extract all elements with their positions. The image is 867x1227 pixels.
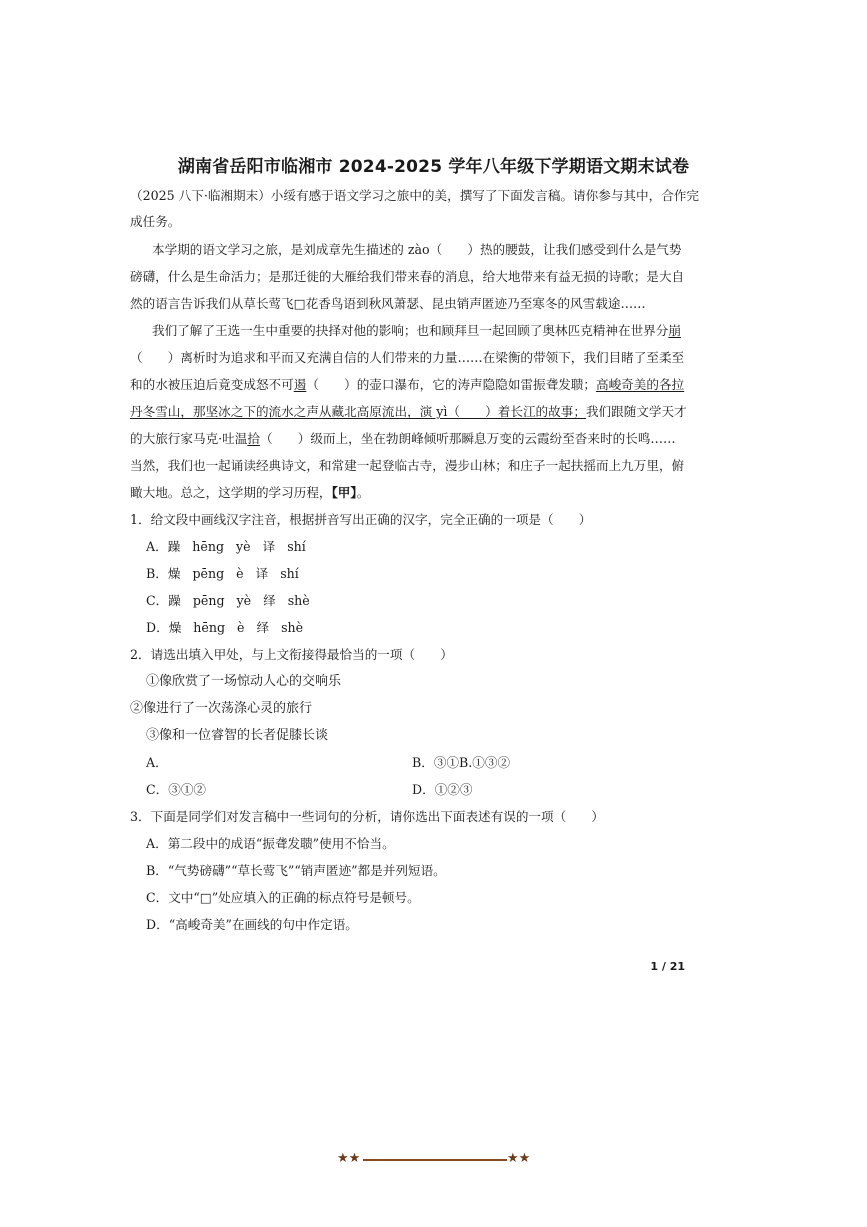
q2-option-d: D．①②③ [412, 782, 473, 797]
question-3-stem: 3．下面是同学们对发言稿中一些词句的分析，请你选出下面表述有误的一项（ ） [130, 809, 604, 824]
answer-char: 译 [262, 539, 276, 554]
option-label: A．躁 [146, 539, 181, 554]
q2-options-row-1 [146, 754, 706, 772]
answer-char: 绎 [256, 620, 270, 635]
exam-title: 湖南省岳阳市临湘市 2024-2025 学年八年级下学期语文期末试卷 [177, 157, 690, 177]
para2-line-5-text-b: （ ）级而上，坐在勃朗峰倾听那瞬息万变的云霞纷至沓来时的长鸣…… [259, 431, 676, 446]
q2-option-b: B．③①B.①③② [412, 755, 511, 770]
pinyin: è [236, 566, 244, 581]
underlined-sentence-start: 高峻奇美的各拉 [595, 377, 685, 392]
q3-option-c: C．文中“□”处应填入的正确的标点符号是顿号。 [146, 890, 420, 905]
pinyin: shè [287, 593, 310, 608]
para2-line-4-text: 我们跟随文学天才 [585, 404, 687, 419]
para2-line-1-text: 我们了解了王选一生中重要的抉择对他的影响；也和顾拜旦一起回顾了奥林匹克精神在世界分 [152, 323, 669, 338]
q1-option-a [146, 538, 706, 556]
para2-line-1 [152, 322, 712, 340]
answer-char: 译 [255, 566, 269, 581]
pinyin: hēng [192, 539, 225, 554]
q1-option-b [146, 565, 706, 583]
para1-line-2: 磅礴，什么是生命活力；是那迁徙的大雁给我们带来春的消息，给大地带来有益无损的诗歌；是大自 [130, 269, 685, 284]
answer-char: 绎 [263, 593, 276, 608]
q3-option-a: A．第二段中的成语“振聋发聩”使用不恰当。 [146, 836, 395, 851]
pinyin: shè [281, 620, 304, 635]
q2-options-row-2 [146, 781, 706, 799]
star-icon: ★★ [337, 1151, 361, 1166]
para2-line-3-text-a: 和的水被压迫后竟变成怒不可 [130, 377, 294, 392]
question-2-stem: 2．请选出填入甲处，与上文衔接得最恰当的一项（ ） [130, 647, 453, 662]
pinyin: pēng [192, 593, 225, 608]
para2-line-7 [130, 484, 690, 502]
intro-line-1: （2025 八下·临湘期末）小绥有感于语文学习之旅中的美，撰写了下面发言稿。请你参与其中，合作完 [130, 188, 699, 203]
para2-line-5-text-a: 的大旅行家马克·吐温 [130, 431, 248, 446]
q2-option-a: A． [146, 755, 168, 770]
q2-item-1: ①像欣赏了一场惊动人心的交响乐 [146, 674, 342, 689]
star-icon: ★★ [507, 1151, 531, 1166]
q3-option-b: B．“气势磅礴”“草长莺飞”“销声匿迹”都是并列短语。 [146, 863, 446, 878]
period: 。 [356, 485, 370, 500]
page-number: 1 / 21 [650, 960, 685, 973]
underlined-char: 遏 [293, 377, 307, 392]
pinyin: hēng [193, 620, 226, 635]
para2-line-7-text: 瞰大地。总之，这学期的学习历程， [130, 485, 332, 500]
q3-option-d: D．“高峻奇美”在画线的句中作定语。 [146, 917, 358, 932]
footer-divider [363, 1159, 507, 1161]
underlined-char: 拾 [247, 431, 260, 446]
blank-jia-marker: 【甲】 [331, 485, 357, 500]
option-label: B．燥 [146, 566, 181, 581]
pinyin: è [237, 620, 245, 635]
para2-line-2: （ ）离析时为追求和平而又充满自信的人们带来的力量……在梁衡的带领下，我们目睹了至柔至 [130, 350, 685, 365]
para2-line-3 [130, 376, 690, 394]
para1-line-3: 然的语言告诉我们从草长莺飞□花香鸟语到秋风萧瑟、昆虫销声匿迹乃至寒冬的风雪载途…… [130, 296, 646, 311]
q2-item-3: ③像和一位睿智的长者促膝长谈 [146, 728, 329, 743]
question-1-stem: 1．给文段中画线汉字注音，根据拼音写出正确的汉字，完全正确的一项是（ ） [130, 512, 592, 527]
underlined-sentence-end: 丹冬雪山，那坚冰之下的流水之声从藏北高原流出，演 yì（ ）着长江的故事； [130, 404, 586, 419]
para2-line-6: 当然，我们也一起诵读经典诗文，和常建一起登临古寺，漫步山林；和庄子一起扶摇而上九万里，俯 [130, 458, 685, 473]
para1-line-1: 本学期的语文学习之旅，是刘成章先生描述的 zào（ ）热的腰鼓，让我们感受到什么是气势 [152, 242, 682, 257]
para2-line-5 [130, 430, 690, 448]
q2-option-c: C．③①② [146, 782, 207, 797]
q1-option-d [146, 619, 706, 637]
pinyin: pēng [192, 566, 225, 581]
q2-item-2: ②像进行了一次荡涤心灵的旅行 [130, 701, 313, 716]
footer-ornament [337, 1150, 533, 1168]
pinyin: yè [236, 593, 252, 608]
underlined-char: 崩 [668, 323, 681, 338]
pinyin: shí [280, 566, 299, 581]
para2-line-4 [130, 403, 690, 421]
pinyin: yè [236, 539, 251, 554]
q1-option-c [146, 592, 706, 610]
intro-line-2: 成任务。 [130, 214, 181, 229]
para2-line-3-text-b: （ ）的壶口瀑布，它的涛声隐隐如雷振聋发聩； [306, 377, 596, 392]
option-label: C．躁 [146, 593, 181, 608]
option-label: D．燥 [146, 620, 182, 635]
pinyin: shí [287, 539, 306, 554]
